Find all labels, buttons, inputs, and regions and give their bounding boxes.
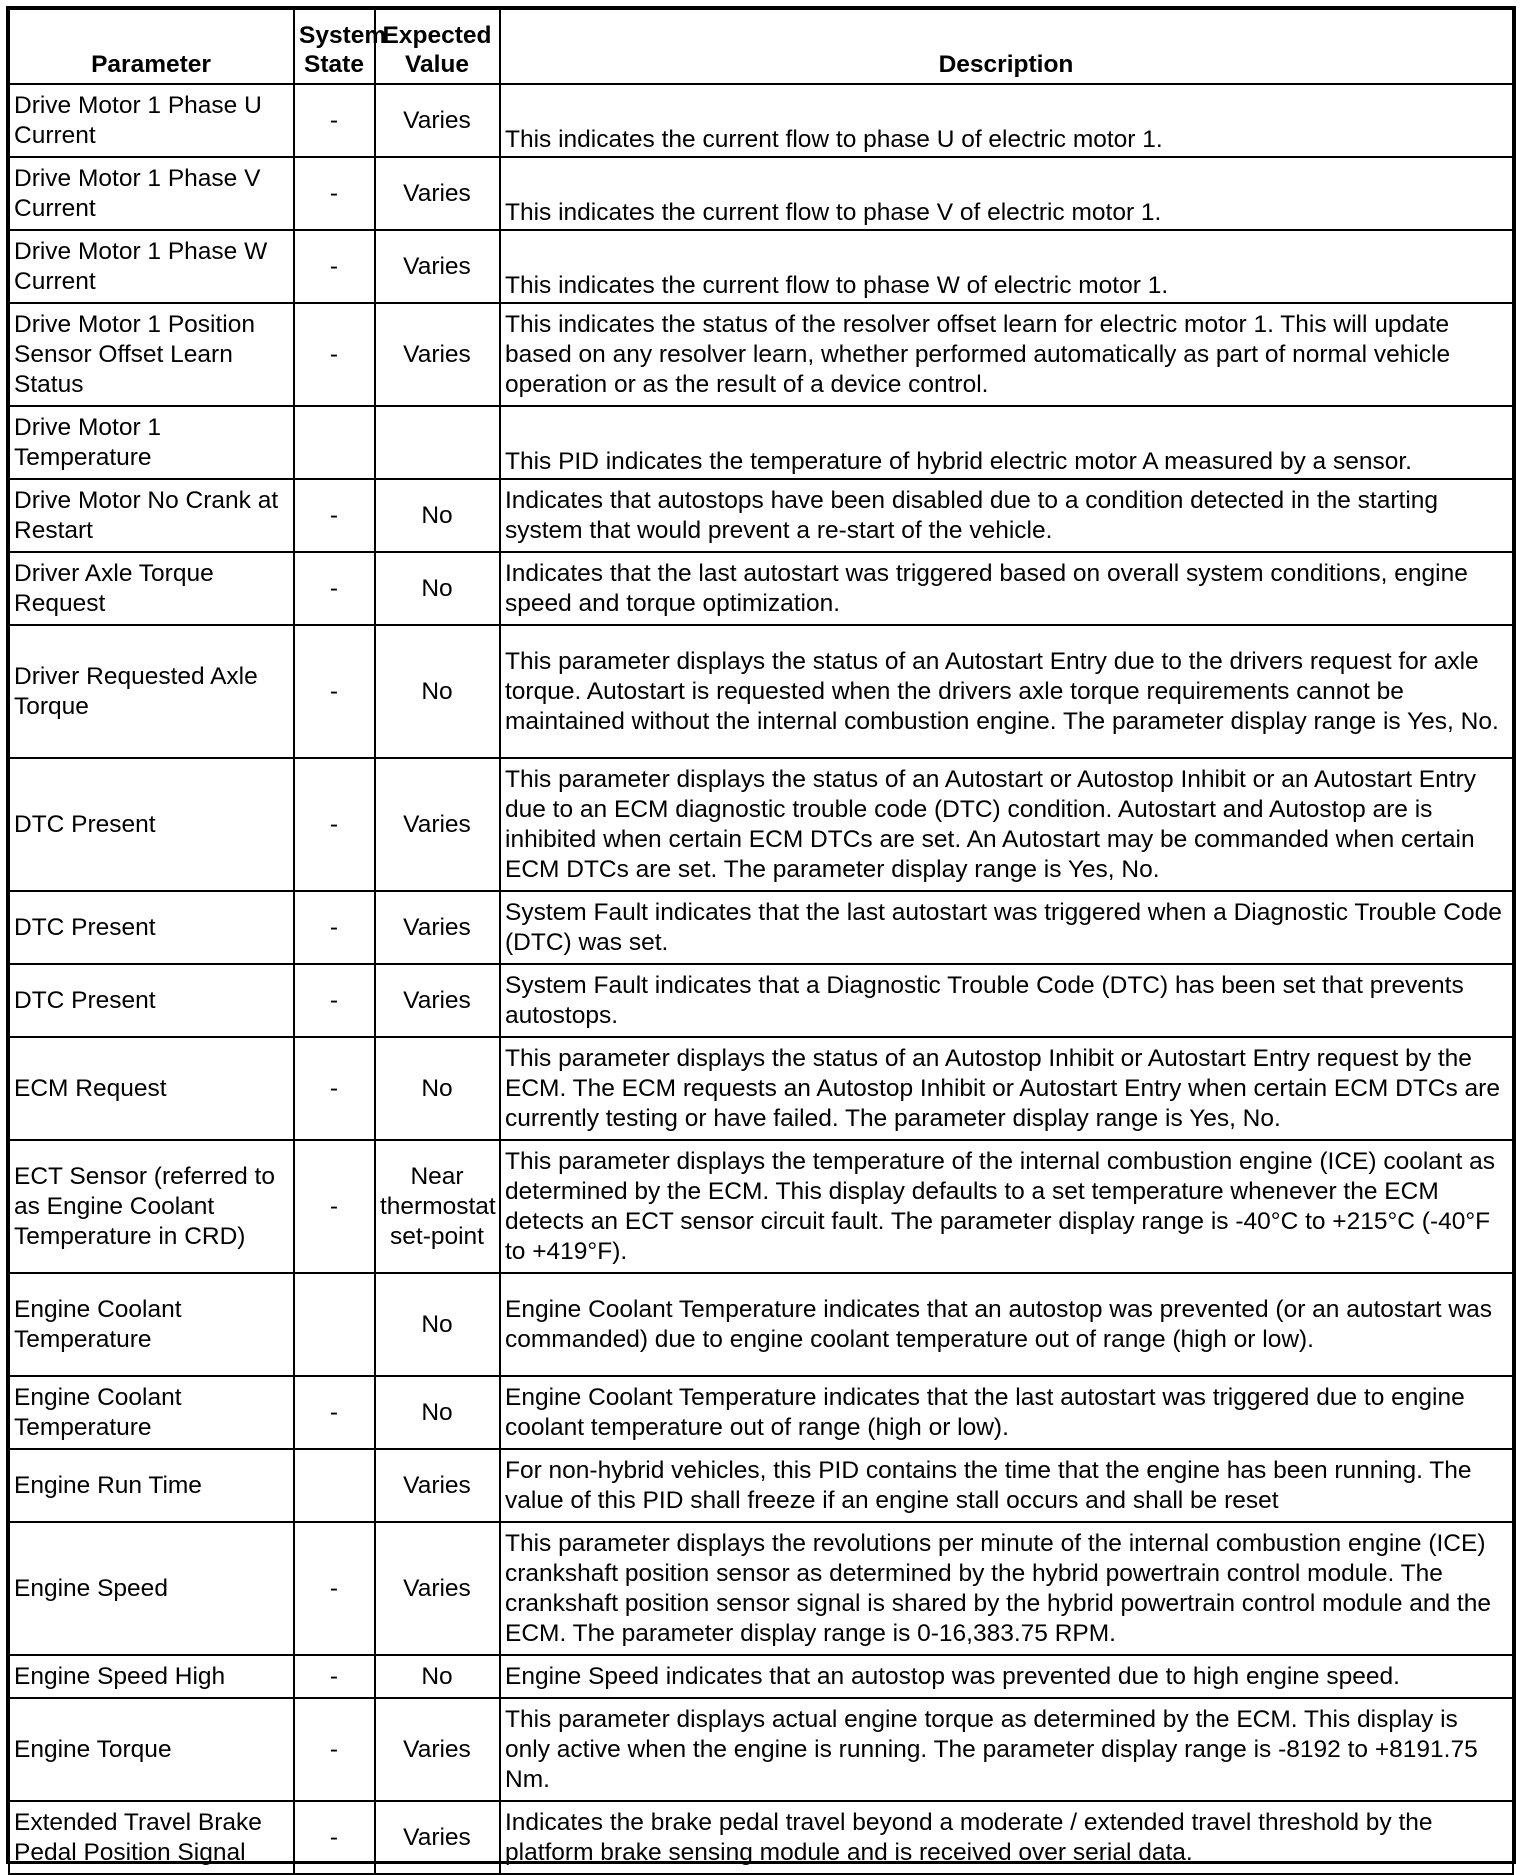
cell-expected-value: Varies: [375, 1698, 500, 1801]
cell-expected-value: Varies: [375, 157, 500, 230]
cell-description: For non-hybrid vehicles, this PID contains the time that the engine has been running. The value of this PID shall freeze if an engine stall occurs and shall be reset: [500, 1449, 1513, 1522]
cell-parameter: Engine Speed: [9, 1522, 294, 1655]
cell-system-state: -: [294, 479, 375, 552]
table-row: [9, 1376, 1513, 1449]
cell-expected-value: No: [375, 479, 500, 552]
table-row: [9, 1522, 1513, 1655]
cell-expected-value: No: [375, 1376, 500, 1449]
cell-description: Engine Coolant Temperature indicates that the last autostart was triggered due to engine coolant temperature out of range (high or low).: [500, 1376, 1513, 1449]
cell-description: This parameter displays the status of an Autostop Inhibit or Autostart Entry request by the ECM. The ECM requests an Autostop Inhibit or Autostart Entry when certain ECM DTCs are currently testing or have failed. The parameter display range is Yes, No.: [500, 1037, 1513, 1140]
table-row: [9, 1655, 1513, 1698]
cell-parameter: Extended Travel Brake Pedal Position Signal: [9, 1801, 294, 1874]
cell-parameter: Drive Motor No Crank at Restart: [9, 479, 294, 552]
table-row: [9, 406, 1513, 479]
cell-description: System Fault indicates that the last autostart was triggered when a Diagnostic Trouble Code (DTC) was set.: [500, 891, 1513, 964]
cell-system-state: -: [294, 1698, 375, 1801]
table-row: [9, 625, 1513, 758]
header-system-state: System State: [294, 9, 375, 84]
cell-parameter: Drive Motor 1 Position Sensor Offset Learn Status: [9, 303, 294, 406]
cell-description: System Fault indicates that a Diagnostic Trouble Code (DTC) has been set that prevents autostops.: [500, 964, 1513, 1037]
cell-description: This indicates the current flow to phase U of electric motor 1.: [500, 84, 1513, 157]
cell-description: Indicates that the last autostart was triggered based on overall system conditions, engine speed and torque optimization.: [500, 552, 1513, 625]
table-row: [9, 84, 1513, 157]
cell-system-state: -: [294, 1655, 375, 1698]
cell-expected-value: No: [375, 552, 500, 625]
cell-expected-value: Varies: [375, 964, 500, 1037]
cell-parameter: Engine Coolant Temperature: [9, 1376, 294, 1449]
cell-system-state: -: [294, 1140, 375, 1273]
cell-parameter: DTC Present: [9, 964, 294, 1037]
cell-parameter: Drive Motor 1 Phase W Current: [9, 230, 294, 303]
cell-description: This indicates the status of the resolver offset learn for electric motor 1. This will update based on any resolver learn, whether performed automatically as part of normal vehicle operation or as the result of a device control.: [500, 303, 1513, 406]
cell-parameter: Driver Axle Torque Request: [9, 552, 294, 625]
cell-expected-value: No: [375, 1273, 500, 1376]
cell-expected-value: [375, 406, 500, 479]
cell-system-state: [294, 1449, 375, 1522]
cell-system-state: -: [294, 552, 375, 625]
cell-parameter: DTC Present: [9, 758, 294, 891]
cell-system-state: -: [294, 1801, 375, 1874]
header-description: Description: [500, 9, 1513, 84]
header-row: [9, 9, 1513, 84]
cell-parameter: ECT Sensor (referred to as Engine Coolant Temperature in CRD): [9, 1140, 294, 1273]
cell-system-state: -: [294, 1376, 375, 1449]
table-row: [9, 1037, 1513, 1140]
cell-description: This parameter displays the status of an Autostart or Autostop Inhibit or an Autostart Entry due to an ECM diagnostic trouble code (DTC) condition. Autostart and Autostop are is inhibited when certain ECM DTCs are set. An Autostart may be commanded when certain ECM DTCs are set. The parameter display range is Yes, No.: [500, 758, 1513, 891]
table-row: [9, 1140, 1513, 1273]
cell-description: This PID indicates the temperature of hybrid electric motor A measured by a sensor.: [500, 406, 1513, 479]
cell-system-state: -: [294, 1522, 375, 1655]
cell-system-state: [294, 1273, 375, 1376]
cell-parameter: Driver Requested Axle Torque: [9, 625, 294, 758]
cell-system-state: -: [294, 303, 375, 406]
cell-system-state: [294, 406, 375, 479]
cell-expected-value: No: [375, 1037, 500, 1140]
cell-system-state: -: [294, 84, 375, 157]
cell-system-state: -: [294, 891, 375, 964]
parameter-table: [8, 8, 1514, 1875]
table-row: [9, 1801, 1513, 1874]
table-row: [9, 479, 1513, 552]
cell-expected-value: No: [375, 1655, 500, 1698]
table-row: [9, 157, 1513, 230]
cell-expected-value: Varies: [375, 1522, 500, 1655]
cell-expected-value: Varies: [375, 1801, 500, 1874]
cell-parameter: Engine Torque: [9, 1698, 294, 1801]
cell-parameter: Drive Motor 1 Phase V Current: [9, 157, 294, 230]
cell-expected-value: Varies: [375, 303, 500, 406]
cell-system-state: -: [294, 157, 375, 230]
cell-description: This parameter displays the revolutions per minute of the internal combustion engine (ICE) crankshaft position sensor as determined by the hybrid powertrain control module. The crankshaft position sensor signal is shared by the hybrid powertrain control module and the ECM. The parameter display range is 0-16,383.75 RPM.: [500, 1522, 1513, 1655]
table-row: [9, 1273, 1513, 1376]
table-body: [9, 84, 1513, 1874]
cell-expected-value: No: [375, 625, 500, 758]
cell-description: This indicates the current flow to phase W of electric motor 1.: [500, 230, 1513, 303]
cell-description: This indicates the current flow to phase V of electric motor 1.: [500, 157, 1513, 230]
cell-description: This parameter displays the temperature of the internal combustion engine (ICE) coolant as determined by the ECM. This display defaults to a set temperature whenever the ECM detects an ECT sensor circuit fault. The parameter display range is -40°C to +215°C (-40°F to +419°F).: [500, 1140, 1513, 1273]
table-row: [9, 1449, 1513, 1522]
table-row: [9, 891, 1513, 964]
table-row: [9, 964, 1513, 1037]
table-row: [9, 758, 1513, 891]
cell-system-state: -: [294, 1037, 375, 1140]
cell-description: Engine Speed indicates that an autostop was prevented due to high engine speed.: [500, 1655, 1513, 1698]
table-row: [9, 552, 1513, 625]
table-row: [9, 1698, 1513, 1801]
cell-expected-value: Varies: [375, 84, 500, 157]
cell-system-state: -: [294, 230, 375, 303]
header-parameter: Parameter: [9, 9, 294, 84]
cell-system-state: -: [294, 758, 375, 891]
header-expected-value: Expected Value: [375, 9, 500, 84]
cell-system-state: -: [294, 625, 375, 758]
cell-expected-value: Varies: [375, 1449, 500, 1522]
table-row: [9, 230, 1513, 303]
cell-description: This parameter displays the status of an Autostart Entry due to the drivers request for axle torque. Autostart is requested when the drivers axle torque requirements cannot be maintained without the internal combustion engine. The parameter display range is Yes, No.: [500, 625, 1513, 758]
cell-parameter: Drive Motor 1 Phase U Current: [9, 84, 294, 157]
cell-expected-value: Varies: [375, 758, 500, 891]
cell-system-state: -: [294, 964, 375, 1037]
cell-expected-value: Near thermostat set-point: [375, 1140, 500, 1273]
cell-parameter: DTC Present: [9, 891, 294, 964]
cell-description: Indicates that autostops have been disabled due to a condition detected in the starting system that would prevent a re-start of the vehicle.: [500, 479, 1513, 552]
cell-parameter: Drive Motor 1 Temperature: [9, 406, 294, 479]
table-row: [9, 303, 1513, 406]
cell-description: This parameter displays actual engine torque as determined by the ECM. This display is only active when the engine is running. The parameter display range is -8192 to +8191.75 Nm.: [500, 1698, 1513, 1801]
cell-parameter: Engine Coolant Temperature: [9, 1273, 294, 1376]
cell-parameter: ECM Request: [9, 1037, 294, 1140]
cell-expected-value: Varies: [375, 230, 500, 303]
cell-parameter: Engine Speed High: [9, 1655, 294, 1698]
cell-description: Engine Coolant Temperature indicates that an autostop was prevented (or an autostart was commanded) due to engine coolant temperature out of range (high or low).: [500, 1273, 1513, 1376]
cell-parameter: Engine Run Time: [9, 1449, 294, 1522]
cell-description: Indicates the brake pedal travel beyond a moderate / extended travel threshold by the platform brake sensing module and is received over serial data.: [500, 1801, 1513, 1874]
cell-expected-value: Varies: [375, 891, 500, 964]
